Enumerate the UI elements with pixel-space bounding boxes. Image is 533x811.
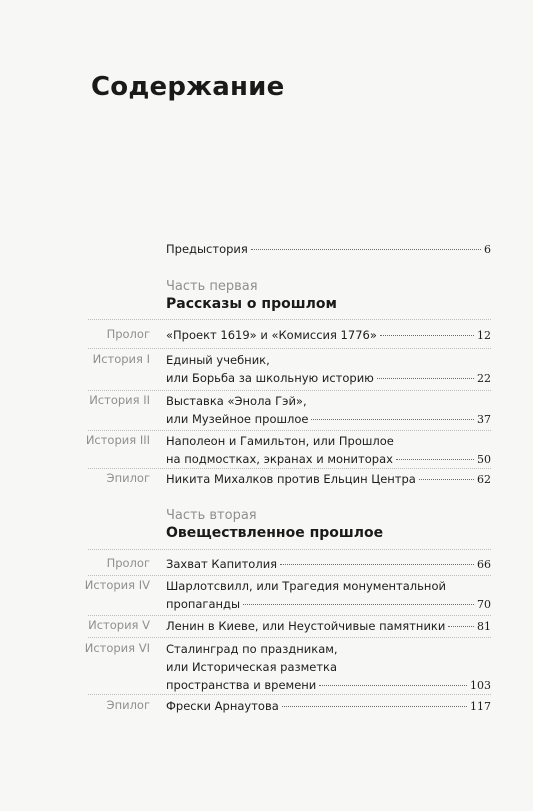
page-number: 62: [477, 473, 491, 486]
chapter-label: Эпилог: [106, 471, 150, 485]
page-number: 81: [477, 620, 491, 633]
section-divider: [88, 319, 491, 320]
page-title: Содержание: [91, 72, 285, 102]
page-number: 103: [470, 679, 491, 692]
toc-entry-text: пропаганды: [166, 597, 241, 611]
leader-dots: [380, 335, 474, 336]
row-divider: [88, 575, 491, 576]
chapter-label: Эпилог: [106, 698, 150, 712]
page-number: 6: [484, 243, 491, 256]
toc-entry-text: Предыстория: [166, 242, 248, 256]
leader-dots: [448, 626, 474, 627]
page-number: 66: [477, 558, 491, 571]
toc-entry[interactable]: [166, 392, 491, 428]
leader-dots: [396, 459, 474, 460]
toc-entry[interactable]: [166, 326, 491, 344]
toc-entry-text: Захват Капитолия: [166, 557, 278, 571]
leader-dots: [419, 479, 474, 480]
leader-dots: [251, 249, 481, 250]
page-number: 37: [477, 413, 491, 426]
chapter-label: История II: [89, 393, 150, 407]
chapter-label: История I: [92, 352, 150, 366]
toc-entry-text: Фрески Арнаутова: [166, 699, 279, 713]
leader-dots: [282, 706, 467, 707]
row-divider: [88, 430, 491, 431]
toc-entry-prehistory[interactable]: [166, 240, 491, 258]
toc-entry-text: Наполеон и Гамильтон, или Прошлое: [166, 434, 394, 448]
toc-entry-text: пространства и времени: [166, 678, 317, 692]
toc-entry-text: или Борьба за школьную историю: [166, 371, 374, 385]
toc-entry[interactable]: [166, 617, 491, 635]
toc-entry[interactable]: [166, 555, 491, 573]
section-divider: [88, 549, 491, 550]
page-number: 12: [477, 329, 491, 342]
chapter-label: Пролог: [106, 327, 150, 341]
toc-entry-text: Ленин в Киеве, или Неустойчивые памятники: [166, 619, 446, 633]
page-number: 70: [477, 598, 491, 611]
leader-dots: [280, 564, 474, 565]
toc-entry-text: на подмостках, экранах и мониторах: [166, 452, 393, 466]
toc-entry-text: Шарлотсвилл, или Трагедия монументальной: [166, 579, 446, 593]
page-number: 22: [477, 372, 491, 385]
row-divider: [88, 637, 491, 638]
toc-entry-text: «Проект 1619» и «Комиссия 1776»: [166, 328, 377, 342]
toc-entry-text: Выставка «Энола Гэй»,: [166, 394, 307, 408]
toc-entry[interactable]: [166, 351, 491, 387]
toc-entry[interactable]: [166, 432, 491, 468]
toc-entry[interactable]: [166, 697, 491, 715]
leader-dots: [377, 378, 474, 379]
toc-entry-text: Единый учебник,: [166, 353, 270, 367]
row-divider: [88, 348, 491, 349]
page-number: 50: [477, 453, 491, 466]
chapter-label: История VI: [84, 641, 150, 655]
row-divider: [88, 615, 491, 616]
row-divider: [88, 468, 491, 469]
toc-entry-text: или Музейное прошлое: [166, 412, 309, 426]
toc-entry-text: Сталинград по праздникам,: [166, 642, 338, 656]
leader-dots: [311, 419, 474, 420]
leader-dots: [319, 685, 467, 686]
chapter-label: История III: [85, 433, 150, 447]
part-title: Рассказы о прошлом: [166, 296, 337, 312]
leader-dots: [243, 604, 474, 605]
part-label: Часть вторая: [166, 508, 257, 523]
toc-entry[interactable]: [166, 577, 491, 613]
part-label: Часть первая: [166, 279, 258, 294]
chapter-label: История IV: [84, 578, 150, 592]
row-divider: [88, 694, 491, 695]
page-number: 117: [470, 700, 491, 713]
row-divider: [88, 390, 491, 391]
chapter-label: История V: [88, 618, 150, 632]
toc-entry[interactable]: [166, 640, 491, 694]
toc-entry-text: Никита Михалков против Ельцин Центра: [166, 472, 416, 486]
toc-entry[interactable]: [166, 470, 491, 488]
part-title: Овеществленное прошлое: [166, 525, 384, 541]
chapter-label: Пролог: [106, 556, 150, 570]
toc-entry-text: или Историческая разметка: [166, 660, 338, 674]
